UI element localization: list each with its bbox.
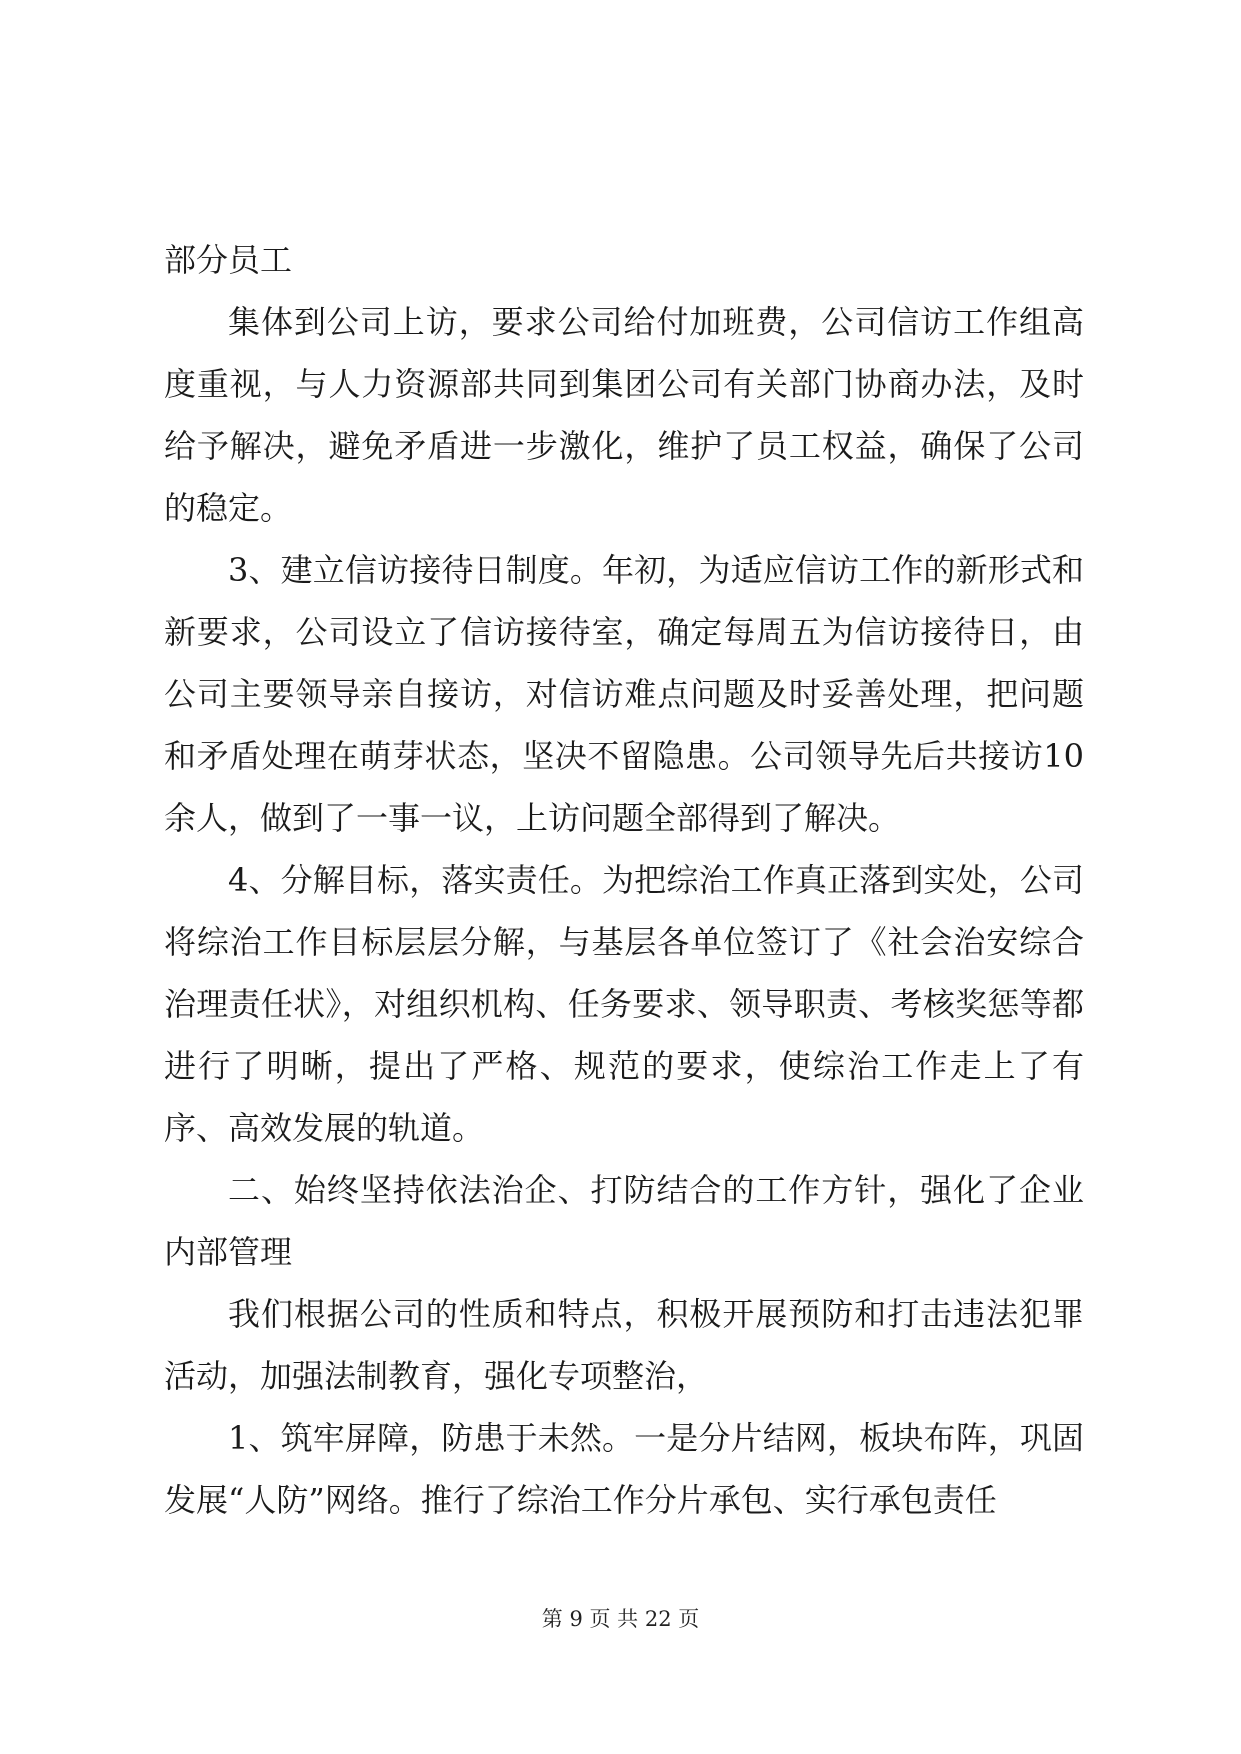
page-footer: 第 9 页 共 22 页	[541, 1607, 700, 1631]
paragraph-continuation: 部分员工	[164, 241, 293, 279]
section-heading-two: 二、始终坚持依法治企、打防结合的工作方针，强化了企业内部管理	[164, 1171, 1084, 1271]
body-text	[164, 229, 1084, 1531]
paragraph-prevention-activities: 我们根据公司的性质和特点，积极开展预防和打击违法犯罪活动，加强法制教育，强化专项整治，	[164, 1295, 1084, 1395]
paragraph-reception-day: 3、建立信访接待日制度。年初，为适应信访工作的新形式和新要求，公司设立了信访接待室，确定每周五为信访接待日，由公司主要领导亲自接访，对信访难点问题及时妥善处理，把问题和矛盾处理在萌芽状态，坚决不留隐患。公司领导先后共接访10余人，做到了一事一议，上访问题全部得到了解决。	[164, 551, 1084, 837]
paragraph-build-barriers: 1、筑牢屏障，防患于未然。一是分片结网，板块布阵，巩固发展“人防”网络。推行了综治工作分片承包、实行承包责任	[164, 1419, 1084, 1519]
paragraph-decompose-goals: 4、分解目标，落实责任。为把综治工作真正落到实处，公司将综治工作目标层层分解，与基层各单位签订了《社会治安综合治理责任状》，对组织机构、任务要求、领导职责、考核奖惩等都进行了明晰，提出了严格、规范的要求，使综治工作走上了有序、高效发展的轨道。	[164, 861, 1084, 1147]
paragraph-collective-petition: 集体到公司上访，要求公司给付加班费，公司信访工作组高度重视，与人力资源部共同到集团公司有关部门协商办法，及时给予解决，避免矛盾进一步激化，维护了员工权益，确保了公司的稳定。	[164, 303, 1084, 527]
